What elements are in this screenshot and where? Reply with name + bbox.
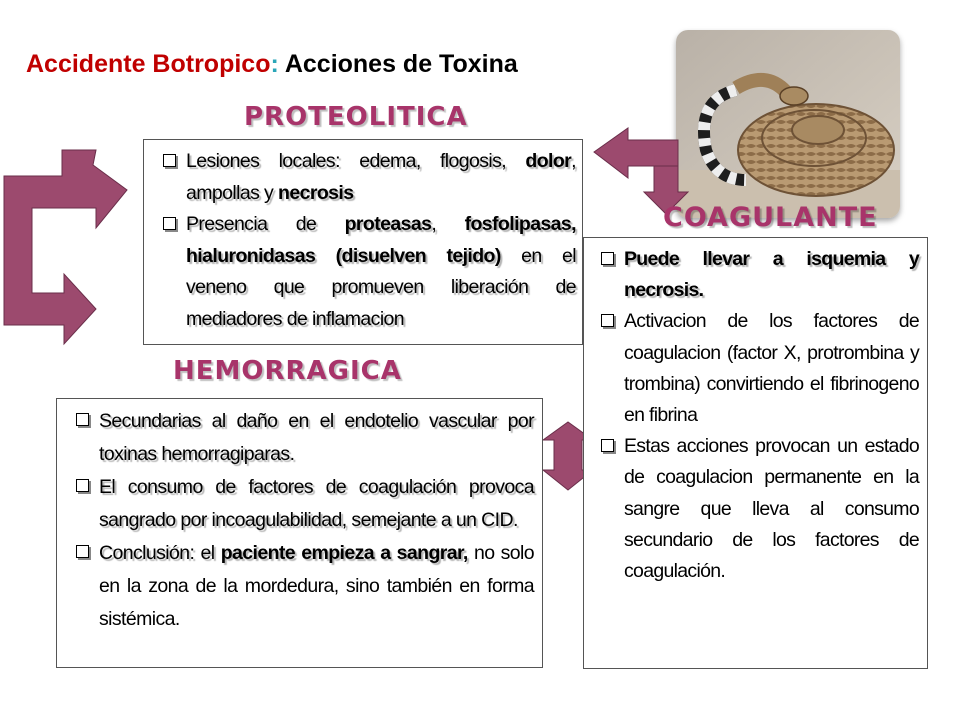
heading-proteolitica: PROTEOLITICA: [244, 102, 468, 132]
text-span: Secundarias al daño en el endotelio vascular por toxinas hemorragiparas.: [99, 410, 534, 465]
title-colon: :: [270, 50, 279, 78]
coagulante-box: [583, 237, 928, 669]
proteolitica-box: [143, 139, 583, 345]
bold-text: Puede llevar a isquemia y necrosis.: [624, 248, 919, 302]
text-span: Conclusión: el: [99, 542, 221, 564]
title-part1: Accidente Botropico: [26, 50, 271, 78]
bold-text: proteasas: [344, 213, 432, 235]
title-part2: Acciones de Toxina: [278, 50, 518, 78]
list-item: [63, 471, 534, 537]
text-span: Presencia de: [186, 213, 345, 235]
list-item: [63, 405, 534, 471]
list-item: [150, 146, 576, 209]
text-span: ,: [431, 213, 465, 235]
bold-text: fosfolipasas, hialuronidasas (disuelven tejido): [186, 213, 576, 267]
heading-hemorragica: HEMORRAGICA: [173, 356, 402, 386]
list-item: [63, 537, 534, 636]
list-item: [588, 306, 919, 431]
list-item: [588, 244, 919, 306]
text-span: Activacion de los factores de coagulacion (factor X, protrombina y trombina) convirtiendo el fibrinogeno en fibrina: [624, 310, 919, 427]
hemorragica-box: [56, 398, 543, 668]
list-item: [588, 431, 919, 587]
text-span: El consumo de factores de coagulación provoca sangrado por incoagulabilidad, semejante a un CID.: [99, 476, 534, 531]
bold-text: dolor: [525, 150, 572, 172]
bold-text: paciente empieza a sangrar,: [220, 542, 468, 564]
heading-coagulante: COAGULANTE: [663, 202, 878, 233]
text-span: no solo en la zona de la mordedura, sino también en forma sistémica.: [99, 542, 535, 630]
text-span: Estas acciones provocan un estado de coagulacion permanente en la sangre que lleva al consumo secundario de los factores de coagulación.: [624, 435, 919, 583]
left-zigzag-arrow: [4, 150, 127, 344]
text-span: Lesiones locales: edema, flogosis,: [186, 150, 526, 172]
text-span: , ampollas y: [186, 150, 576, 204]
text-span: en el veneno que promueven liberación de mediadores de inflamacion: [186, 244, 577, 330]
list-item: [150, 209, 576, 335]
bold-text: necrosis: [278, 181, 354, 204]
